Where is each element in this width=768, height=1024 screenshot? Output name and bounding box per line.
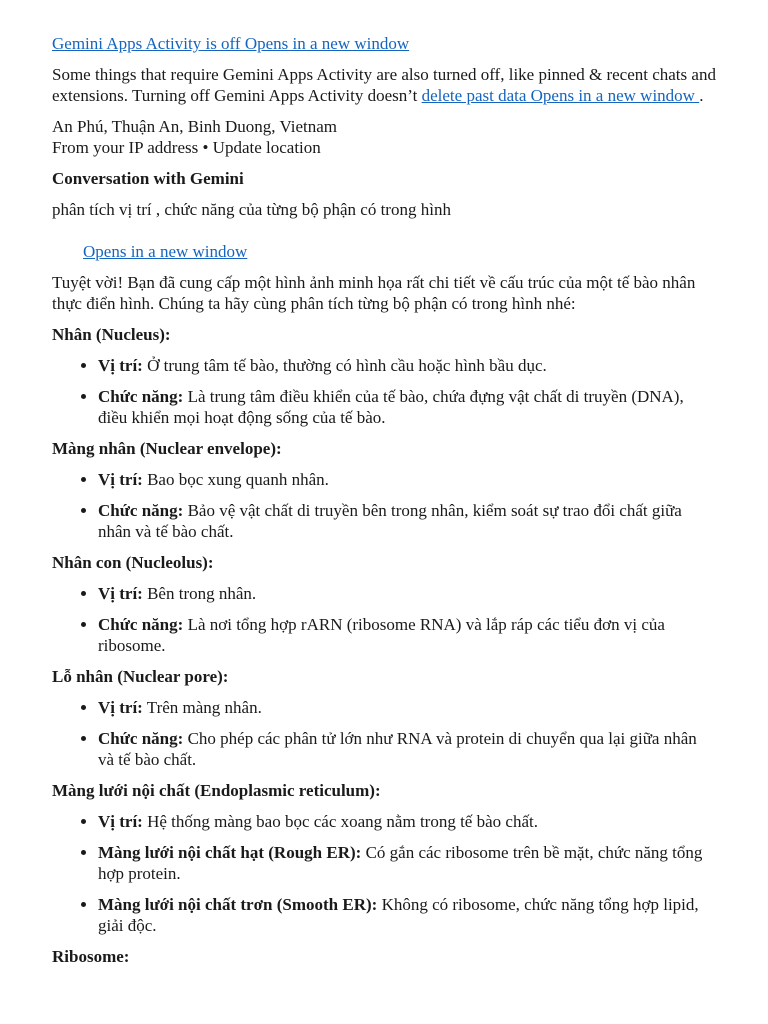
item-text: Bảo vệ vật chất di truyền bên trong nhân, kiểm soát sự trao đổi chất giữa nhân và tế bào chất.	[98, 501, 682, 541]
list-item	[98, 728, 716, 770]
item-term: Chức năng:	[98, 615, 184, 634]
section-heading-ribosome: Ribosome:	[52, 947, 130, 966]
section-heading-nucleus: Nhân (Nucleus):	[52, 325, 171, 344]
item-term: Vị trí:	[98, 812, 143, 831]
list-item	[98, 894, 716, 936]
image-open-link[interactable]: Opens in a new window	[83, 242, 248, 261]
list-item	[98, 355, 716, 376]
section-heading-nucleolus: Nhân con (Nucleolus):	[52, 553, 214, 572]
list-item	[98, 386, 716, 428]
section-list-nucleolus	[52, 583, 716, 656]
conversation-title: Conversation with Gemini	[52, 169, 244, 188]
list-item	[98, 811, 716, 832]
item-text: Ở trung tâm tế bào, thường có hình cầu hoặc hình bầu dục.	[142, 356, 547, 375]
item-text: Cho phép các phân tử lớn như RNA và protein di chuyển qua lại giữa nhân và tế bào chất.	[98, 729, 697, 769]
item-term: Chức năng:	[98, 729, 184, 748]
user-prompt: phân tích vị trí , chức năng của từng bộ phận có trong hình	[52, 200, 451, 219]
item-text: Có gắn các ribosome trên bề mặt, chức năng tổng hợp protein.	[98, 843, 703, 883]
item-term: Vị trí:	[98, 584, 143, 603]
item-term: Màng lưới nội chất hạt (Rough ER):	[98, 843, 362, 862]
response-intro: Tuyệt vời! Bạn đã cung cấp một hình ảnh minh họa rất chi tiết về cấu trúc của một tế bào nhân thực điển hình. Chúng ta hãy cùng phân tích từng bộ phận có trong hình nhé:	[52, 273, 696, 313]
item-text: Trên màng nhân.	[142, 698, 262, 717]
item-term: Vị trí:	[98, 698, 143, 717]
item-text: Bên trong nhân.	[142, 584, 257, 603]
section-list-endoplasmic-reticulum	[52, 811, 716, 936]
item-text: Hệ thống màng bao bọc các xoang nằm trong tế bào chất.	[142, 812, 538, 831]
location-block	[52, 116, 716, 158]
list-item	[98, 697, 716, 718]
delete-past-data-link[interactable]: delete past data Opens in a new window	[421, 86, 700, 105]
section-list-nuclear-envelope	[52, 469, 716, 542]
activity-status-line	[52, 33, 716, 54]
image-attachment	[83, 241, 716, 262]
list-item	[98, 614, 716, 656]
section-heading-endoplasmic-reticulum: Màng lưới nội chất (Endoplasmic reticulum):	[52, 781, 381, 800]
item-term: Màng lưới nội chất trơn (Smooth ER):	[98, 895, 378, 914]
item-text: Bao bọc xung quanh nhân.	[142, 470, 329, 489]
item-term: Chức năng:	[98, 387, 184, 406]
gemini-apps-activity-link[interactable]: Gemini Apps Activity is off Opens in a new window	[52, 34, 410, 53]
list-item	[98, 842, 716, 884]
notice-end: .	[699, 86, 704, 105]
location-source[interactable]: From your IP address • Update location	[52, 138, 321, 157]
section-list-nuclear-pore	[52, 697, 716, 770]
list-item	[98, 500, 716, 542]
item-term: Vị trí:	[98, 470, 143, 489]
list-item	[98, 469, 716, 490]
section-heading-nuclear-envelope: Màng nhân (Nuclear envelope):	[52, 439, 282, 458]
location-place: An Phú, Thuận An, Binh Duong, Vietnam	[52, 117, 337, 136]
section-list-nucleus	[52, 355, 716, 428]
item-text: Không có ribosome, chức năng tổng hợp lipid, giải độc.	[98, 895, 699, 935]
activity-notice	[52, 64, 716, 106]
notice-text: Some things that require Gemini Apps Activity are also turned off, like pinned & recent chats and extensions. Turning off Gemini Apps Activity doesn’t	[52, 65, 716, 105]
section-heading-nuclear-pore: Lỗ nhân (Nuclear pore):	[52, 667, 229, 686]
item-text: Là nơi tổng hợp rARN (ribosome RNA) và lắp ráp các tiểu đơn vị của ribosome.	[98, 615, 665, 655]
list-item	[98, 583, 716, 604]
item-text: Là trung tâm điều khiển của tế bào, chứa đựng vật chất di truyền (DNA), điều khiển mọi hoạt động sống của tế bào.	[98, 387, 684, 427]
response-sections	[52, 324, 716, 967]
item-term: Vị trí:	[98, 356, 143, 375]
item-term: Chức năng:	[98, 501, 184, 520]
